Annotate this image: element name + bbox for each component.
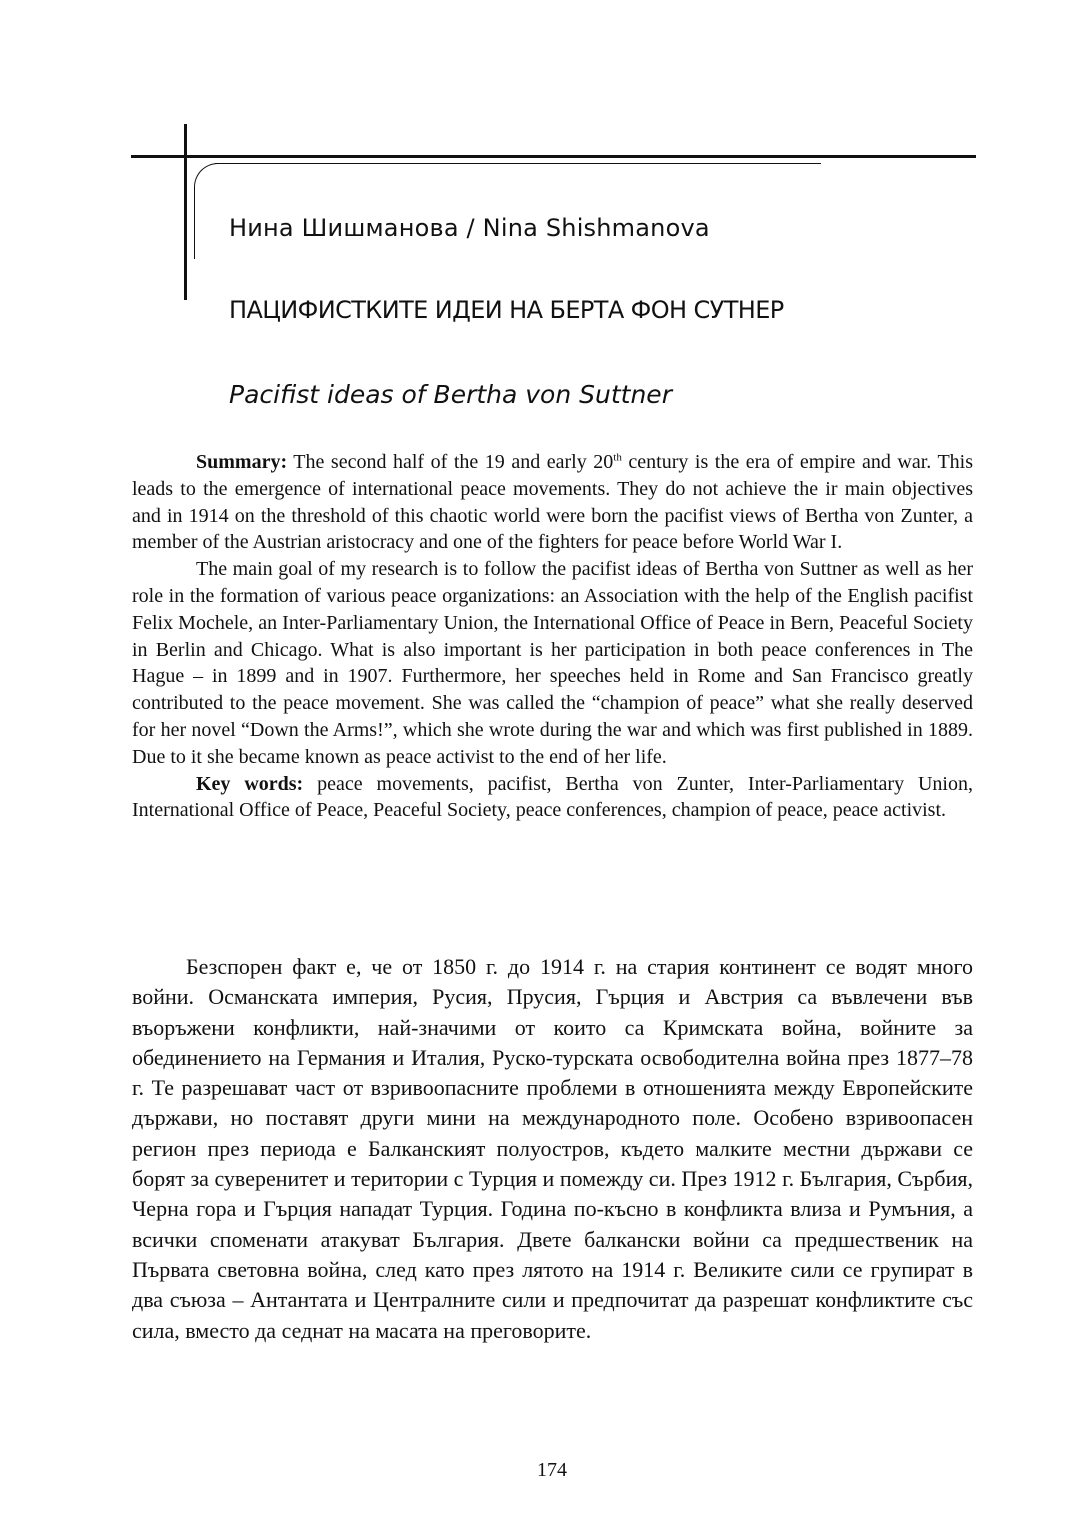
keywords-text: peace movements, pacifist, Bertha von Zunter, Inter-Parliamentary Union, International Office of Peace, Peaceful Society, peace conferences, champion of peace, peace activist.: [132, 772, 973, 822]
keywords-paragraph: [132, 771, 973, 825]
article-title-bulgarian: ПАЦИФИСТКИТЕ ИДЕИ НА БЕРТА ФОН СУТНЕР: [229, 296, 784, 324]
summary-label: Summary:: [196, 451, 288, 473]
header-rule-thick: [131, 155, 976, 158]
summary-paragraph: [132, 449, 973, 556]
keywords-label: Key words:: [196, 772, 304, 795]
author-name: Нина Шишманова / Nina Shishmanova: [229, 214, 710, 242]
page-number: 174: [537, 1459, 567, 1481]
abstract-paragraph-2: The main goal of my research is to follow the pacifist ideas of Bertha von Suttner as well as her role in the formation of various peace organizations: an Association with the help of the English pacifist Felix Mochele, an Inter-Parliamentary Union, the International Office of Peace in Bern, Peaceful Society in Berlin and Chicago. What is also important is her participation in both peace conferences in The Hague – in 1899 and in 1907. Furthermore, her speeches held in Rome and San Francisco greatly contributed to the peace movement. She was called the “champion of peace” what she really deserved for her novel “Down the Arms!”, which she wrote during the war and which was first published in 1889. Due to it she became known as peace activist to the end of her life.: [132, 558, 973, 768]
summary-superscript: th: [613, 451, 622, 464]
summary-text-part-2: century is the era of empire and war. This leads to the emergence of international peace movements. They do not achieve the ir main objectives and in 1914 on the threshold of this chaotic world were born the pacifist views of Bertha von Zunter, a member of the Austrian aristocracy and one of the fighters for peace before World War I.: [132, 451, 973, 554]
header-rule-vertical: [184, 124, 187, 300]
header-rule-thin: [215, 163, 821, 164]
body-paragraph-1: Безспорен факт е, че от 1850 г. до 1914 г. на стария континент се водят много войни. Османската империя, Русия, Прусия, Гърция и Австрия са въвлечени във въоръжени конфликти, най-значими от които са Кримската война, войните за обединението на Германия и Италия, Руско-турската освободителна война през 1877–78 г. Те разрешават част от взривоопасните проблеми в отношенията между Европейските държави, но поставят други мини на международното поле. Особено взривоопасен регион през периода е Балканският полуостров, където малките местни държави се борят за суверенитет и територии с Турция и помежду си. През 1912 г. България, Сърбия, Черна гора и Гърция нападат Турция. Година по-късно в конфликта влиза и Румъния, а всички споменати атакуват България. Двете балкански войни са предшественик на Първата световна война, след като през лятото на 1914 г. Великите сили се групират в два съюза – Антантата и Централните сили и предпочитат да разрешат конфликтите със сила, вместо да седнат на масата на преговорите.: [132, 954, 973, 1343]
summary-text-part-1: The second half of the 19 and early 20: [287, 451, 614, 473]
abstract: [132, 449, 973, 824]
body-text: [132, 952, 973, 1346]
article-title-english: Pacifist ideas of Bertha von Suttner: [229, 380, 672, 409]
header-rule-curve: [194, 163, 218, 259]
